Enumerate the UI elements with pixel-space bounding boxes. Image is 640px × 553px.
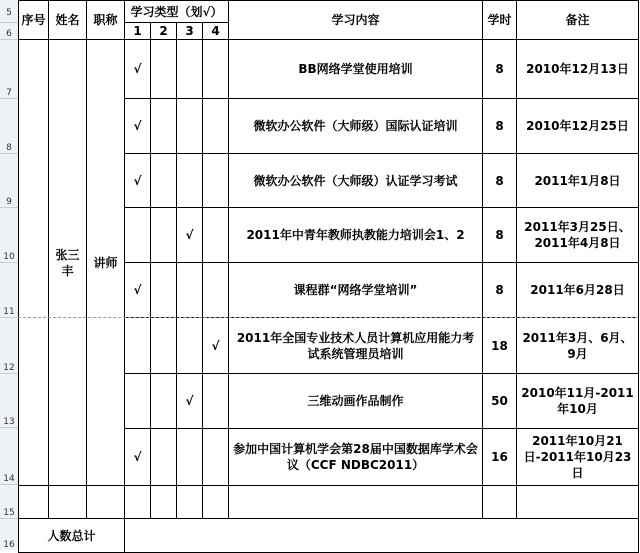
content-cell[interactable]: 微软办公软件（大师级）认证学习考试 [229,154,483,208]
type-cell[interactable] [203,263,229,318]
row-divider [0,427,18,428]
check-mark-cell[interactable]: √ [177,208,203,263]
empty-cell[interactable] [49,486,87,519]
header-hours[interactable]: 学时 [483,1,517,40]
empty-cell[interactable] [229,486,483,519]
row-number[interactable]: 16 [3,540,15,550]
header-study-content[interactable]: 学习内容 [229,1,483,40]
empty-cell[interactable] [125,486,151,519]
row-number[interactable]: 5 [6,8,12,18]
type-cell[interactable] [151,40,177,99]
type-cell[interactable] [203,374,229,429]
person-name-cell[interactable]: 张三丰 [49,40,87,486]
row-number[interactable]: 10 [3,252,15,262]
row-number[interactable]: 12 [3,363,15,373]
header-row [19,1,639,23]
content-cell[interactable]: 2011年全国专业技术人员计算机应用能力考试系统管理员培训 [229,318,483,374]
type-cell[interactable] [177,263,203,318]
type-cell[interactable] [125,318,151,374]
row-divider [0,518,18,519]
study-record-table [18,0,639,553]
check-mark-cell[interactable]: √ [125,263,151,318]
check-mark-cell[interactable]: √ [125,99,151,154]
header-type-2[interactable]: 2 [151,23,177,40]
header-type-3[interactable]: 3 [177,23,203,40]
header-type-4[interactable]: 4 [203,23,229,40]
check-mark-cell[interactable]: √ [125,154,151,208]
hours-cell[interactable]: 8 [483,208,517,263]
total-row [19,519,639,553]
content-cell[interactable]: 三维动画作品制作 [229,374,483,429]
row-divider [0,317,18,318]
type-cell[interactable] [151,374,177,429]
type-cell[interactable] [177,99,203,154]
header-type-1[interactable]: 1 [125,23,151,40]
empty-row [19,486,639,519]
row-divider [0,22,18,23]
row-number[interactable]: 15 [3,508,15,518]
note-cell[interactable]: 2011年3月、6月、9月 [517,318,639,374]
check-mark-cell[interactable]: √ [125,429,151,486]
row-number[interactable]: 14 [3,474,15,484]
header-study-type[interactable]: 学习类型（划√） [125,1,229,23]
type-cell[interactable] [203,429,229,486]
hours-cell[interactable]: 50 [483,374,517,429]
total-label[interactable]: 人数总计 [19,519,125,553]
table-row [19,40,639,99]
header-notes[interactable]: 备注 [517,1,639,40]
empty-cell[interactable] [483,486,517,519]
empty-cell[interactable] [19,486,49,519]
hours-cell[interactable]: 8 [483,40,517,99]
type-cell[interactable] [151,263,177,318]
row-header-gutter [0,0,19,550]
type-cell[interactable] [151,99,177,154]
check-mark-cell[interactable]: √ [125,40,151,99]
row-number[interactable]: 9 [6,197,12,207]
note-cell[interactable]: 2011年3月25日、2011年4月8日 [517,208,639,263]
row-number[interactable]: 11 [3,307,15,317]
empty-cell[interactable] [203,486,229,519]
row-divider [0,262,18,263]
note-cell[interactable]: 2011年1月8日 [517,154,639,208]
empty-cell[interactable] [177,486,203,519]
header-index[interactable]: 序号 [19,1,49,40]
empty-cell[interactable] [87,486,125,519]
row-divider [0,98,18,99]
content-cell[interactable]: BB网络学堂使用培训 [229,40,483,99]
note-cell[interactable]: 2010年12月25日 [517,99,639,154]
empty-cell[interactable] [151,486,177,519]
check-mark-cell[interactable]: √ [203,318,229,374]
type-cell[interactable] [177,429,203,486]
row-divider [0,207,18,208]
check-mark-cell[interactable]: √ [177,374,203,429]
header-name[interactable]: 姓名 [49,1,87,40]
note-cell[interactable]: 2010年11月-2011年10月 [517,374,639,429]
hours-cell[interactable]: 8 [483,154,517,208]
hours-cell[interactable]: 8 [483,99,517,154]
type-cell[interactable] [177,318,203,374]
empty-cell[interactable] [517,486,639,519]
type-cell[interactable] [177,154,203,208]
type-cell[interactable] [151,208,177,263]
row-number[interactable]: 8 [6,143,12,153]
row-divider [0,373,18,374]
type-cell[interactable] [203,40,229,99]
row-number[interactable]: 13 [3,417,15,427]
content-cell[interactable]: 参加中国计算机学会第28届中国数据库学术会议（CCF NDBC2011） [229,429,483,486]
type-cell[interactable] [177,40,203,99]
content-cell[interactable]: 课程群“网络学堂培训” [229,263,483,318]
type-cell[interactable] [151,154,177,208]
row-number[interactable]: 6 [6,29,12,39]
type-cell[interactable] [125,208,151,263]
type-cell[interactable] [151,318,177,374]
row-divider [0,153,18,154]
header-title[interactable]: 职称 [87,1,125,40]
row-number[interactable]: 7 [6,88,12,98]
type-cell[interactable] [203,154,229,208]
type-cell[interactable] [151,429,177,486]
note-cell[interactable]: 2010年12月13日 [517,40,639,99]
type-cell[interactable] [203,208,229,263]
content-cell[interactable]: 微软办公软件（大师级）国际认证培训 [229,99,483,154]
note-cell[interactable]: 2011年6月28日 [517,263,639,318]
hours-cell[interactable]: 16 [483,429,517,486]
type-cell[interactable] [125,374,151,429]
index-cell[interactable] [19,40,49,486]
type-cell[interactable] [203,99,229,154]
content-cell[interactable]: 2011年中青年教师执教能力培训会1、2 [229,208,483,263]
person-title-cell[interactable]: 讲师 [87,40,125,486]
total-value-cell[interactable] [125,519,639,553]
row-divider [0,39,18,40]
row-divider [0,484,18,485]
hours-cell[interactable]: 18 [483,318,517,374]
hours-cell[interactable]: 8 [483,263,517,318]
note-cell[interactable]: 2011年10月21日-2011年10月23日 [517,429,639,486]
